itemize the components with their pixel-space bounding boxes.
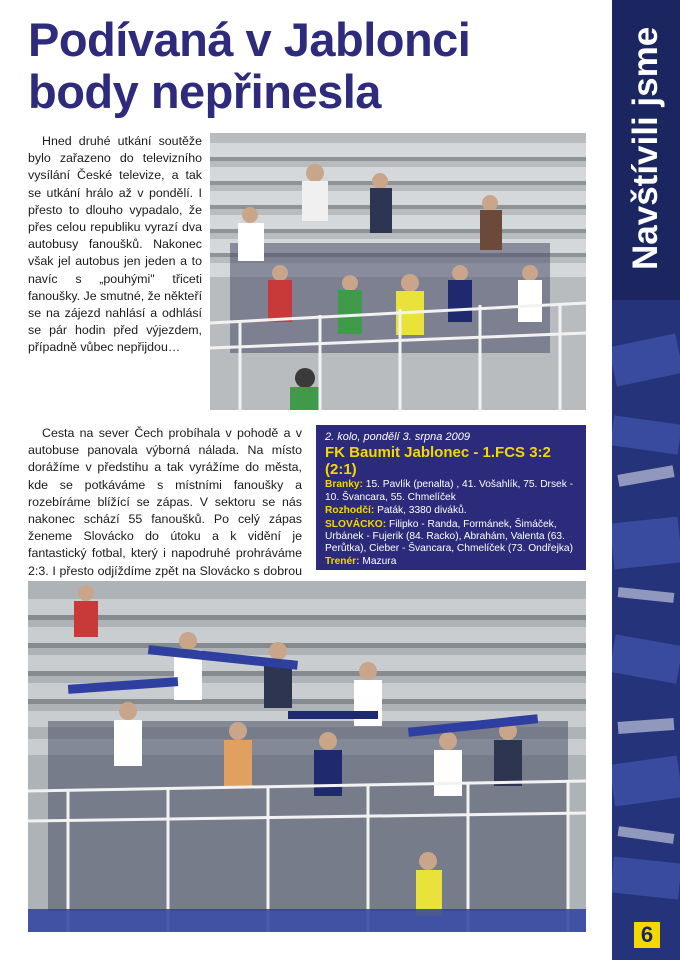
match-round: 2. kolo, pondělí 3. srpna 2009	[325, 431, 470, 443]
lineup-value: Filipko - Randa, Formánek, Šimáček, Urbánek - Fujerik (84. Racko), Abrahám, Valenta (63. Perůtka), Cieber - Švancara, Chmelíček (73. Ondřejka)	[325, 518, 573, 555]
article-column-bottom	[28, 425, 302, 597]
match-info-box	[316, 425, 586, 570]
referee-value: Paták, 3380 diváků.	[377, 505, 467, 517]
match-result: FK Baumit Jablonec - 1.FCS 3:2 (2:1)	[325, 444, 551, 479]
coach-value: Mazura	[362, 555, 397, 567]
title-line-2: body nepřinesla	[28, 65, 381, 118]
lineup-label: SLOVÁCKO:	[325, 518, 387, 530]
referee-label: Rozhodčí:	[325, 505, 375, 517]
photo-fans-celebrating	[210, 133, 586, 410]
paragraph-1: Hned druhé utkání soutěže bylo zařazeno do televizního vysílání České televize, a tak se utkání hrálo až v pondělí. I přesto to dlouho vypadalo, že přes celou republiku vyrazí dva autobusy fanoušků. Nakonec však jel autobus jen jeden a to navíc s „pouhými" třiceti fanoušky. Je smutné, že někteří se na zájezd nahlásí a odhlásí se pár hodin před výjezdem, případně vůbec nepřijdou…	[28, 134, 203, 355]
page-number: 6	[634, 922, 660, 948]
scorers-value: 15. Pavlík (penalta) , 41. Vošahlík, 75. Drsek - 10. Švancara, 55. Chmelíček	[325, 479, 574, 503]
match-referee	[325, 505, 577, 517]
article-column-left	[28, 133, 202, 357]
section-title-vertical: Navštívili jsme	[626, 26, 665, 270]
match-lineup	[325, 519, 577, 569]
match-scorers	[325, 479, 577, 504]
title-line-1: Podívaná v Jablonci	[28, 13, 471, 66]
article-title	[28, 14, 598, 118]
photo-fans-with-scarves	[28, 581, 586, 932]
section-sidebar	[612, 0, 680, 960]
coach-label: Trenér:	[325, 555, 360, 567]
paragraph-2: Cesta na sever Čech probíhala v pohodě a v autobuse panovala výborná nálada. Na místo dorážíme v předstihu a tak vyrážíme do města, kde se potkáváme s místními fanoušky a rozebíráme blížící se zápas. V sektoru se nás nakonec schází 55 fanoušků. Po celý zápas ženeme Slovácko do útoku a k vidění je fantastický fotbal, který i napodruhé prohráváme 2:3. I přesto odjíždíme zpět na Slovácko s dobrou	[28, 426, 302, 578]
scorers-label: Branky:	[325, 479, 363, 491]
